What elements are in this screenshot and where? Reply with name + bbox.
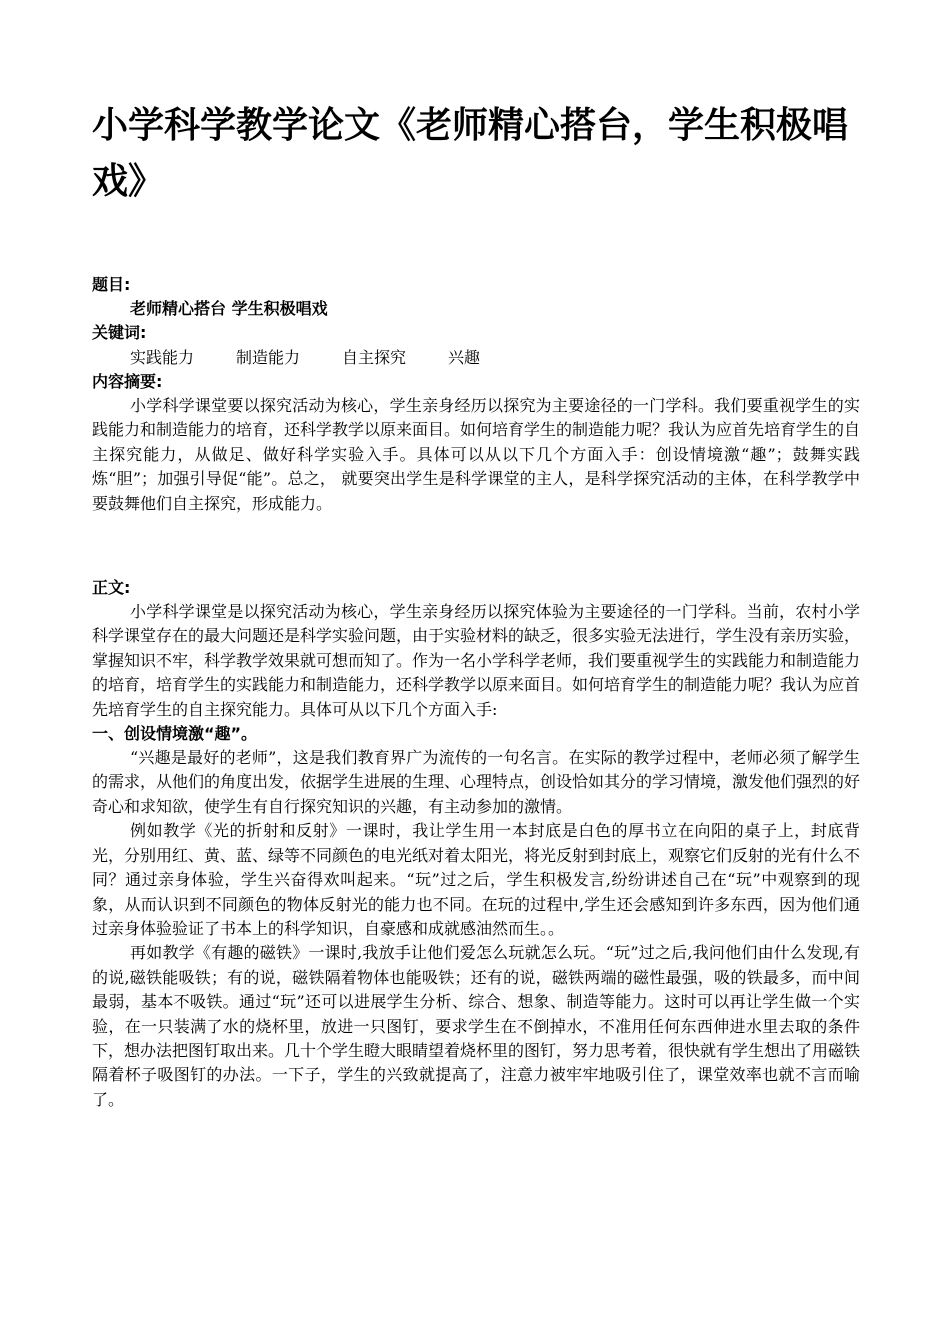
main-intro-paragraph: 小学科学课堂是以探究活动为核心，学生亲身经历以探究体验为主要途径的一门学科。当前，农村小学科学课堂存在的最大问题还是科学实验问题，由于实验材料的缺乏，很多实验无法进行，学生没有亲历实验，掌握知识不牢，科学教学效果就可想而知了。作为一名小学科学老师，我们要重视学生的实践能力和制造能力的培育，培育学生的实践能力和制造能力，还科学教学以原来面目。如何培育学生的制造能力呢？我认为应首先培育学生的自主探究能力。具体可从以下几个方面入手: — [92, 602, 861, 719]
keywords-label: 关键词: — [92, 323, 147, 342]
topic-value: 老师精心搭台 学生积极唱戏 — [130, 299, 328, 318]
keyword-item: 自主探究 — [342, 348, 407, 367]
keywords-list — [92, 345, 860, 370]
section-spacer — [92, 516, 860, 576]
keyword-item: 实践能力 — [130, 348, 195, 367]
keyword-item: 兴趣 — [448, 348, 481, 367]
keyword-item: 制造能力 — [236, 348, 301, 367]
abstract-text: 小学科学课堂要以探究活动为核心，学生亲身经历以探究为主要途径的一门学科。我们要重视学生的实践能力和制造能力的培育，还科学教学以原来面目。如何培育学生的制造能力呢？我认为应首先培育学生的自主探究能力，从做足、做好科学实验入手。具体可以从以下几个方面入手：创设情境激“趣”；鼓舞实践炼“胆”；加强引导促“能”。总之， 就要突出学生是科学课堂的主人，是科学探究活动的主体，在科学教学中要鼓舞他们自主探究，形成能力。 — [92, 396, 861, 513]
main-label: 正文: — [92, 578, 131, 598]
abstract-label: 内容摘要: — [92, 372, 163, 391]
body-paragraph: “兴趣是最好的老师”，这是我们教育界广为流传的一句名言。在实际的教学过程中，老师必须了解学生的需求，从他们的角度出发，依据学生进展的生理、心理特点，创设恰如其分的学习情境，激发他们强烈的好奇心和求知欲，使学生有自行探究知识的兴趣，有主动参加的激情。 — [92, 748, 861, 816]
body-paragraph: 例如教学《光的折射和反射》一课时，我让学生用一本封底是白色的厚书立在向阳的桌子上，封底背光，分别用红、黄、蓝、绿等不同颜色的电光纸对着太阳光，将光反射到封底上，观察它们反射的光有什么不同？通过亲身体验，学生兴奋得欢叫起来。“玩”过之后，学生积极发言,纷纷讲述自己在“玩”中观察到的现象，从而认识到不同颜色的物体反射光的能力也不同。在玩的过程中,学生还会感知到许多东西，因为他们通过亲身体验验证了书本上的科学知识，自豪感和成就感油然而生。。 — [92, 821, 861, 938]
document-title: 小学科学教学论文《老师精心搭台，学生积极唱戏》 — [92, 105, 849, 202]
section-heading: 一、创设情境激“趣”。 — [92, 724, 258, 744]
body-paragraph: 再如教学《有趣的磁铁》一课时,我放手让他们爱怎么玩就怎么玩。“玩”过之后,我问他们由什么发现,有的说,磁铁能吸铁；有的说，磁铁隔着物体也能吸铁；还有的说，磁铁两端的磁性最强，吸的铁最多，而中间最弱，基本不吸铁。通过“玩”还可以进展学生分析、综合、想象、制造等能力。这时可以再让学生做一个实验，在一只装满了水的烧杯里，放进一只图钉，要求学生在不倒掉水，不准用任何东西伸进水里去取的条件下，想办法把图钉取出来。几十个学生瞪大眼睛望着烧杯里的图钉，努力思考着，很快就有学生想出了用磁铁隔着杯子吸图钉的办法。一下子，学生的兴致就提高了，注意力被牢牢地吸引住了，课堂效率也就不言而喻了。 — [92, 943, 861, 1109]
document-body — [92, 273, 860, 1112]
topic-label: 题目: — [92, 275, 131, 294]
